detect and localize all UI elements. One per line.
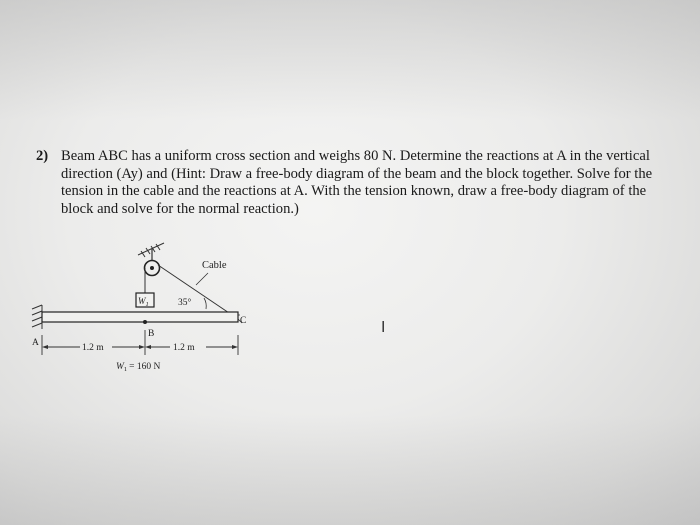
cable-label: Cable xyxy=(202,260,227,271)
text-cursor-icon: I xyxy=(381,318,386,336)
problem-statement xyxy=(36,148,684,218)
block-label: $W_1$ xyxy=(138,296,149,308)
pulley-pin xyxy=(150,266,154,270)
photo-shading-top xyxy=(0,0,700,120)
problem-line-3: tension in the cable and the reactions at A. With the tension known, draw a free-body diagram of the xyxy=(61,183,647,200)
point-a-label: A xyxy=(32,338,39,348)
angle-label: 35° xyxy=(178,298,192,308)
beam xyxy=(42,312,238,322)
cable-label-leader xyxy=(196,273,208,285)
cable xyxy=(158,265,238,319)
dimension-left: 1.2 m xyxy=(82,343,104,353)
angle-arc xyxy=(204,298,206,309)
problem-line-4: block and solve for the normal reaction.) xyxy=(61,200,299,217)
beam-diagram xyxy=(28,235,268,375)
ceiling-support xyxy=(138,243,164,257)
point-b-marker xyxy=(143,320,147,324)
dimension-right: 1.2 m xyxy=(173,343,195,353)
point-c-label: C xyxy=(240,316,247,326)
problem-number: 2) xyxy=(36,148,49,164)
problem-line-1: Beam ABC has a uniform cross section and weighs 80 N. Determine the reactions at A in the vertical xyxy=(61,148,650,164)
wall-support xyxy=(32,305,42,329)
point-b-label: B xyxy=(148,329,155,339)
dimension-lines xyxy=(42,330,238,355)
photo-shading-bottom xyxy=(0,415,700,525)
weight-label: $W_1 = 160$ N xyxy=(116,362,161,373)
problem-line-2: direction (Ay) and (Hint: Draw a free-body diagram of the beam and the block together. Solve for the xyxy=(61,165,653,182)
